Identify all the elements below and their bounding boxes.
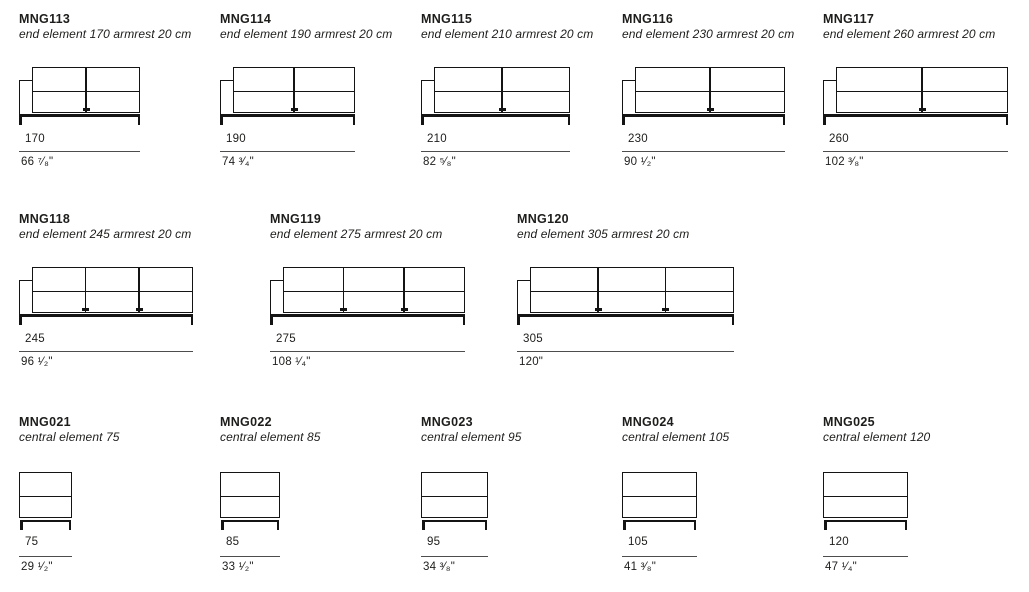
armrest-outline xyxy=(421,80,435,114)
dimension-rule xyxy=(270,351,465,352)
product-code: MNG021 xyxy=(19,415,71,429)
cushion-divider xyxy=(85,68,87,112)
base-rail xyxy=(19,314,193,317)
width-cm: 260 xyxy=(829,133,849,145)
cushion-divider xyxy=(709,68,711,112)
armrest-outline xyxy=(622,80,636,114)
left-leg xyxy=(421,116,424,125)
product-cell xyxy=(517,212,767,368)
right-leg xyxy=(568,116,571,125)
product-description: end element 230 armrest 20 cm xyxy=(622,27,795,41)
product-code: MNG116 xyxy=(622,12,674,26)
right-leg xyxy=(69,520,72,530)
width-cm: 275 xyxy=(276,333,296,345)
seat-line xyxy=(284,291,464,292)
cushion-divider xyxy=(85,268,87,312)
cushion-divider xyxy=(138,268,140,312)
product-description: end element 275 armrest 20 cm xyxy=(270,227,443,241)
width-cm: 105 xyxy=(628,536,648,548)
width-inches: 47 ¹⁄₄" xyxy=(825,561,857,573)
product-cell xyxy=(19,12,219,168)
armrest-outline xyxy=(823,80,837,114)
end-element-drawing xyxy=(19,267,193,327)
left-leg xyxy=(270,316,273,325)
seat-line xyxy=(824,496,907,497)
width-inches: 74 ³⁄₄" xyxy=(222,156,254,168)
end-element-drawing xyxy=(270,267,465,327)
width-inches: 108 ¹⁄₄" xyxy=(272,356,311,368)
product-cell xyxy=(220,12,420,168)
base-rail xyxy=(20,520,71,522)
seat-line xyxy=(20,496,71,497)
armrest-outline xyxy=(220,80,234,114)
left-leg xyxy=(221,520,224,530)
base-rail xyxy=(623,520,696,522)
right-leg xyxy=(1006,116,1009,125)
product-cell xyxy=(421,12,621,168)
center-foot xyxy=(82,308,89,311)
cushion-divider xyxy=(597,268,599,312)
sofa-body-outline xyxy=(836,67,1008,113)
center-foot xyxy=(291,108,298,111)
product-description: end element 260 armrest 20 cm xyxy=(823,27,996,41)
central-element-drawing xyxy=(220,472,280,532)
product-description: central element 95 xyxy=(421,430,522,444)
right-leg xyxy=(138,116,141,125)
left-leg xyxy=(220,116,223,125)
left-leg xyxy=(422,520,425,530)
dimension-rule xyxy=(622,556,697,557)
armrest-outline xyxy=(19,280,33,314)
right-leg xyxy=(694,520,697,530)
dimension-rule xyxy=(823,151,1008,152)
product-code: MNG117 xyxy=(823,12,875,26)
product-description: central element 75 xyxy=(19,430,120,444)
cushion-divider xyxy=(665,268,667,312)
product-cell xyxy=(823,415,1023,573)
product-code: MNG118 xyxy=(19,212,71,226)
left-leg xyxy=(19,116,22,125)
central-element-drawing xyxy=(19,472,72,532)
product-cell xyxy=(220,415,420,573)
dimension-rule xyxy=(19,556,72,557)
end-element-drawing xyxy=(622,67,785,127)
left-leg xyxy=(517,316,520,325)
armrest-outline xyxy=(19,80,33,114)
width-inches: 41 ³⁄₈" xyxy=(624,561,656,573)
dimension-rule xyxy=(823,556,908,557)
width-inches: 34 ³⁄₈" xyxy=(423,561,455,573)
width-cm: 75 xyxy=(25,536,39,548)
product-description: central element 120 xyxy=(823,430,931,444)
width-cm: 210 xyxy=(427,133,447,145)
base-rail xyxy=(19,114,140,117)
dimension-rule xyxy=(19,151,140,152)
product-cell xyxy=(19,415,219,573)
left-leg xyxy=(824,520,827,530)
center-foot xyxy=(662,308,669,311)
cushion-divider xyxy=(343,268,345,312)
product-code: MNG022 xyxy=(220,415,272,429)
product-code: MNG120 xyxy=(517,212,569,226)
width-inches: 96 ¹⁄₂" xyxy=(21,356,53,368)
product-cell xyxy=(19,212,269,368)
dimension-rule xyxy=(421,556,488,557)
sofa-body-outline xyxy=(434,67,570,113)
product-description: end element 305 armrest 20 cm xyxy=(517,227,690,241)
element-body-outline xyxy=(622,472,697,518)
product-code: MNG119 xyxy=(270,212,322,226)
element-body-outline xyxy=(19,472,72,518)
left-leg xyxy=(622,116,625,125)
right-leg xyxy=(485,520,488,530)
left-leg xyxy=(20,520,23,530)
center-foot xyxy=(401,308,408,311)
product-cell xyxy=(421,415,621,573)
center-foot xyxy=(136,308,143,311)
width-inches: 82 ⁵⁄₈" xyxy=(423,156,456,168)
cushion-divider xyxy=(403,268,405,312)
seat-line xyxy=(221,496,279,497)
left-leg xyxy=(823,116,826,125)
cushion-divider xyxy=(293,68,295,112)
base-rail xyxy=(824,520,907,522)
dimension-rule xyxy=(19,351,193,352)
width-inches: 90 ¹⁄₂" xyxy=(624,156,656,168)
cushion-divider xyxy=(921,68,923,112)
center-foot xyxy=(707,108,714,111)
product-description: end element 170 armrest 20 cm xyxy=(19,27,192,41)
dimension-rule xyxy=(220,151,355,152)
width-inches: 29 ¹⁄₂" xyxy=(21,561,53,573)
base-rail xyxy=(622,114,785,117)
right-leg xyxy=(191,316,194,325)
product-description: central element 85 xyxy=(220,430,321,444)
sofa-body-outline xyxy=(32,267,193,313)
element-body-outline xyxy=(421,472,488,518)
width-inches: 120" xyxy=(519,356,544,368)
width-cm: 190 xyxy=(226,133,246,145)
element-body-outline xyxy=(823,472,908,518)
sofa-body-outline xyxy=(635,67,785,113)
end-element-drawing xyxy=(517,267,734,327)
width-cm: 95 xyxy=(427,536,441,548)
product-code: MNG025 xyxy=(823,415,875,429)
end-element-drawing xyxy=(823,67,1008,127)
seat-line xyxy=(33,291,192,292)
width-cm: 170 xyxy=(25,133,45,145)
dimension-rule xyxy=(220,556,280,557)
central-element-drawing xyxy=(823,472,908,532)
width-cm: 120 xyxy=(829,536,849,548)
product-code: MNG024 xyxy=(622,415,674,429)
product-description: end element 210 armrest 20 cm xyxy=(421,27,594,41)
width-inches: 66 ⁷⁄₈" xyxy=(21,156,54,168)
width-cm: 245 xyxy=(25,333,45,345)
dimension-rule xyxy=(421,151,570,152)
width-cm: 305 xyxy=(523,333,543,345)
width-cm: 230 xyxy=(628,133,648,145)
center-foot xyxy=(340,308,347,311)
product-code: MNG023 xyxy=(421,415,473,429)
seat-line xyxy=(531,291,733,292)
end-element-drawing xyxy=(19,67,140,127)
sofa-body-outline xyxy=(283,267,465,313)
product-cell xyxy=(823,12,1023,168)
dimension-rule xyxy=(517,351,734,352)
central-element-drawing xyxy=(622,472,697,532)
width-cm: 85 xyxy=(226,536,240,548)
right-leg xyxy=(353,116,356,125)
armrest-outline xyxy=(270,280,284,314)
dimension-rule xyxy=(622,151,785,152)
left-leg xyxy=(623,520,626,530)
base-rail xyxy=(221,520,279,522)
right-leg xyxy=(732,316,735,325)
product-description: central element 105 xyxy=(622,430,730,444)
sofa-body-outline xyxy=(32,67,140,113)
width-inches: 102 ³⁄₈" xyxy=(825,156,864,168)
sofa-body-outline xyxy=(530,267,734,313)
base-rail xyxy=(220,114,355,117)
center-foot xyxy=(499,108,506,111)
product-cell xyxy=(270,212,520,368)
center-foot xyxy=(595,308,602,311)
right-leg xyxy=(905,520,908,530)
base-rail xyxy=(422,520,487,522)
base-rail xyxy=(421,114,570,117)
left-leg xyxy=(19,316,22,325)
product-code: MNG114 xyxy=(220,12,272,26)
base-rail xyxy=(823,114,1008,117)
end-element-drawing xyxy=(220,67,355,127)
sofa-body-outline xyxy=(233,67,355,113)
product-cell xyxy=(622,12,822,168)
central-element-drawing xyxy=(421,472,488,532)
right-leg xyxy=(783,116,786,125)
center-foot xyxy=(83,108,90,111)
product-description: end element 190 armrest 20 cm xyxy=(220,27,393,41)
end-element-drawing xyxy=(421,67,570,127)
product-code: MNG115 xyxy=(421,12,473,26)
base-rail xyxy=(517,314,734,317)
element-body-outline xyxy=(220,472,280,518)
width-inches: 33 ¹⁄₂" xyxy=(222,561,254,573)
right-leg xyxy=(463,316,466,325)
center-foot xyxy=(919,108,926,111)
seat-line xyxy=(623,496,696,497)
base-rail xyxy=(270,314,465,317)
product-description: end element 245 armrest 20 cm xyxy=(19,227,192,241)
product-cell xyxy=(622,415,822,573)
product-code: MNG113 xyxy=(19,12,71,26)
right-leg xyxy=(277,520,280,530)
cushion-divider xyxy=(501,68,503,112)
armrest-outline xyxy=(517,280,531,314)
seat-line xyxy=(422,496,487,497)
